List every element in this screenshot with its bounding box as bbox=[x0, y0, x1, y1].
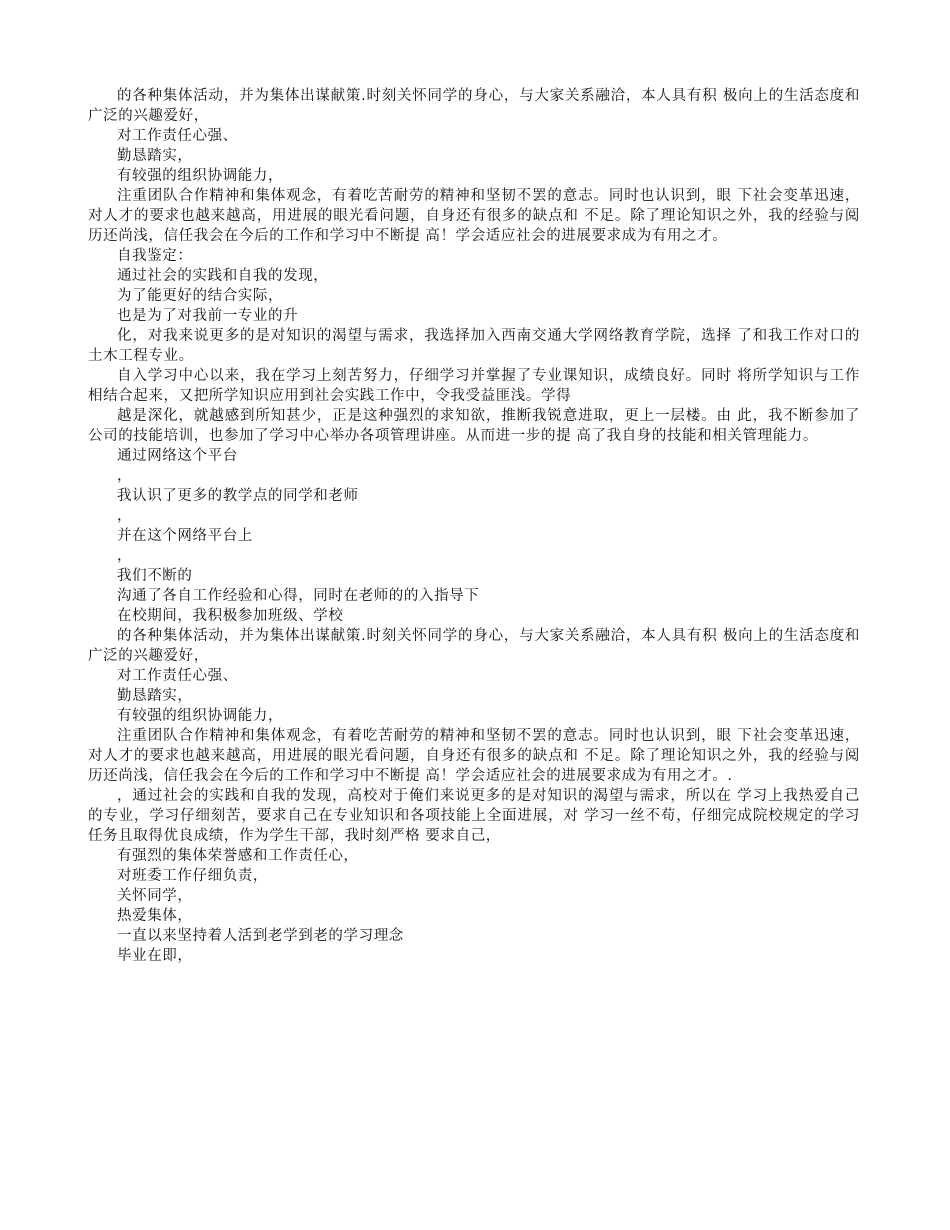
paragraph: 的各种集体活动，并为集体出谋献策.时刻关怀同学的身心，与大家关系融洽，本人具有积 极向上的生活态度和广泛的兴趣爱好， bbox=[88, 628, 860, 664]
paragraph: 沟通了各自工作经验和心得，同时在老师的的入指导下 bbox=[117, 588, 480, 604]
paragraph: 对班委工作仔细负责， bbox=[117, 868, 268, 884]
paragraph: 勤恳踏实， bbox=[117, 688, 193, 704]
paragraph: 也是为了对我前一专业的升 bbox=[117, 308, 299, 324]
paragraph: 有强烈的集体荣誉感和工作责任心， bbox=[117, 848, 359, 864]
paragraph: ， bbox=[117, 508, 133, 524]
paragraph: 对工作责任心强、 bbox=[117, 128, 238, 144]
paragraph: 关怀同学， bbox=[117, 888, 193, 904]
paragraph: ， bbox=[117, 548, 133, 564]
paragraph: 自入学习中心以来，我在学习上刻苦努力，仔细学习并掌握了专业课知识，成绩良好。同时 将所学知识与工作相结合起来，又把所学知识应用到社会实践工作中，令我受益匪浅。学得 bbox=[88, 368, 860, 404]
paragraph: 通过社会的实践和自我的发现， bbox=[117, 268, 329, 284]
paragraph: 注重团队合作精神和集体观念，有着吃苦耐劳的精神和坚韧不罢的意志。同时也认识到，眼 下社会变革迅速，对人才的要求也越来越高，用进展的眼光看问题，自身还有很多的缺点和 不足。除了理论知识之外，我的经验与阅历还尚浅，信任我会在今后的工作和学习中不断提 高！学会适应社会的进展要求成为有用之才。. bbox=[88, 728, 860, 784]
document-page bbox=[88, 86, 860, 966]
paragraph: 为了能更好的结合实际， bbox=[117, 288, 284, 304]
paragraph: 的各种集体活动，并为集体出谋献策.时刻关怀同学的身心，与大家关系融洽，本人具有积 极向上的生活态度和广泛的兴趣爱好， bbox=[88, 88, 860, 124]
paragraph: 化，对我来说更多的是对知识的渴望与需求，我选择加入西南交通大学网络教育学院，选择 了和我工作对口的土木工程专业。 bbox=[88, 328, 860, 364]
paragraph: 注重团队合作精神和集体观念，有着吃苦耐劳的精神和坚韧不罢的意志。同时也认识到，眼 下社会变革迅速，对人才的要求也越来越高，用进展的眼光看问题，自身还有很多的缺点和 不足。除了理论知识之外，我的经验与阅历还尚浅，信任我会在今后的工作和学习中不断提 高！学会适应社会的进展要求成为有用之才。 bbox=[88, 188, 860, 244]
section-heading: 自我鉴定： bbox=[117, 248, 193, 264]
paragraph: 越是深化，就越感到所知甚少，正是这种强烈的求知欲，推断我锐意进取，更上一层楼。由 此，我不断参加了公司的技能培训，也参加了学习中心举办各项管理讲座。从而进一步的提 高了我自身的技能和相关管理能力。 bbox=[88, 408, 860, 444]
paragraph: 并在这个网络平台上 bbox=[117, 528, 253, 544]
paragraph: 我认识了更多的教学点的同学和老师 bbox=[117, 488, 359, 504]
paragraph: 对工作责任心强、 bbox=[117, 668, 238, 684]
paragraph: 在校期间，我积极参加班级、学校 bbox=[117, 608, 344, 624]
paragraph: 通过网络这个平台 bbox=[117, 448, 238, 464]
paragraph: 有较强的组织协调能力， bbox=[117, 168, 284, 184]
paragraph: 我们不断的 bbox=[117, 568, 193, 584]
paragraph: 有较强的组织协调能力， bbox=[117, 708, 284, 724]
paragraph: 热爱集体， bbox=[117, 908, 193, 924]
paragraph: 勤恳踏实， bbox=[117, 148, 193, 164]
paragraph: ，通过社会的实践和自我的发现，高校对于俺们来说更多的是对知识的渴望与需求，所以在 学习上我热爱自己的专业，学习仔细刻苦，要求自己在专业知识和各项技能上全面进展，对 学习一丝不苟，仔细完成院校规定的学习任务且取得优良成绩，作为学生干部，我时刻严格 要求自己， bbox=[88, 788, 860, 844]
paragraph: ， bbox=[117, 468, 133, 484]
paragraph: 一直以来坚持着人活到老学到老的学习理念 bbox=[117, 928, 404, 944]
paragraph: 毕业在即， bbox=[117, 948, 193, 964]
